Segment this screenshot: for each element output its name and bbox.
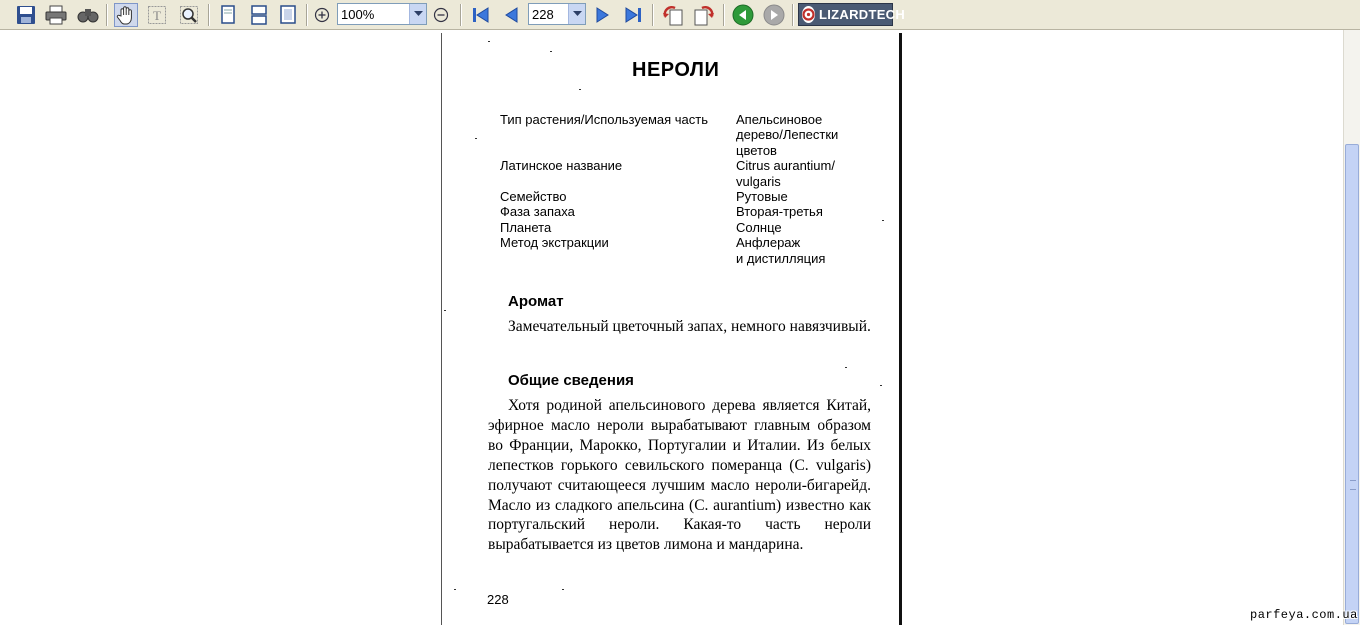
toolbar xyxy=(0,0,1360,30)
previous-page-icon[interactable] xyxy=(500,3,524,27)
page-number: 228 xyxy=(487,592,509,607)
section-heading: Аромат xyxy=(508,293,564,310)
first-page-icon[interactable] xyxy=(469,3,493,27)
zoom-combo[interactable] xyxy=(337,3,427,25)
facing-pages-icon[interactable] xyxy=(277,3,301,27)
scan-speck xyxy=(579,89,581,90)
scan-speck xyxy=(454,589,456,590)
logo-text: LIZARDTECH xyxy=(819,7,906,22)
grip-icon xyxy=(1350,480,1356,490)
scan-speck xyxy=(488,41,490,42)
lizard-icon xyxy=(802,6,815,23)
save-icon[interactable] xyxy=(14,3,38,27)
page-title: НЕРОЛИ xyxy=(632,59,720,81)
scan-speck xyxy=(562,589,564,590)
section-text: Замечательный цветочный запах, немного навязчивый. xyxy=(508,318,871,335)
forward-icon[interactable] xyxy=(762,3,786,27)
section-text: Хотя родиной апельсинового дерева является Китай, эфирное масло нероли вырабатывают главным образом во Франции, Марокко, Португалии и Италии. Из белых лепестков горького севильского померанца (С. vulgaris) получают считающееся лучшим масло нероли-бигарейд. Масло из сладкого апельсина (С. aurantium) известно как португальский нероли. Какая-то часть нероли вырабатывается из цветов лимона и мандарина. xyxy=(488,397,871,554)
find-icon[interactable] xyxy=(76,3,100,27)
zoom-value[interactable]: 100% xyxy=(341,7,375,22)
rotate-left-icon[interactable] xyxy=(661,3,685,27)
info-labels: Тип растения/Используемая часть Латинское название Семейство Фаза запаха Планета Метод экстракции xyxy=(500,112,709,251)
scan-speck xyxy=(882,220,884,221)
page-value[interactable]: 228 xyxy=(532,7,554,22)
last-page-icon[interactable] xyxy=(621,3,645,27)
chevron-down-icon[interactable] xyxy=(409,4,426,24)
site-watermark: parfeya.com.ua xyxy=(1250,608,1358,622)
page-combo[interactable] xyxy=(528,3,586,25)
zoom-in-icon[interactable] xyxy=(310,3,334,27)
zoom-tool-icon[interactable] xyxy=(177,3,201,27)
text-select-icon[interactable] xyxy=(145,3,169,27)
rotate-right-icon[interactable] xyxy=(692,3,716,27)
back-icon[interactable] xyxy=(731,3,755,27)
scroll-thumb[interactable] xyxy=(1345,144,1359,624)
single-page-icon[interactable] xyxy=(216,3,240,27)
section-heading: Общие сведения xyxy=(508,372,634,389)
scan-speck xyxy=(444,310,446,311)
document-page xyxy=(441,33,902,625)
vertical-scrollbar[interactable] xyxy=(1343,30,1360,625)
hand-tool-icon[interactable] xyxy=(114,3,138,27)
scan-speck xyxy=(475,138,477,139)
scan-speck xyxy=(845,367,847,368)
next-page-icon[interactable] xyxy=(590,3,614,27)
continuous-page-icon[interactable] xyxy=(247,3,271,27)
scan-speck xyxy=(550,51,552,52)
chevron-down-icon[interactable] xyxy=(568,4,585,24)
svg-text:T: T xyxy=(153,8,161,23)
zoom-out-icon[interactable] xyxy=(429,3,453,27)
info-values: Апельсиновое дерево/Лепестки цветов Citrus aurantium/ vulgaris Рутовые Вторая-третья Солнце Анфлераж и дистилляция xyxy=(736,112,839,266)
print-icon[interactable] xyxy=(44,3,68,27)
scan-speck xyxy=(880,385,882,386)
lizardtech-logo[interactable] xyxy=(798,3,906,26)
